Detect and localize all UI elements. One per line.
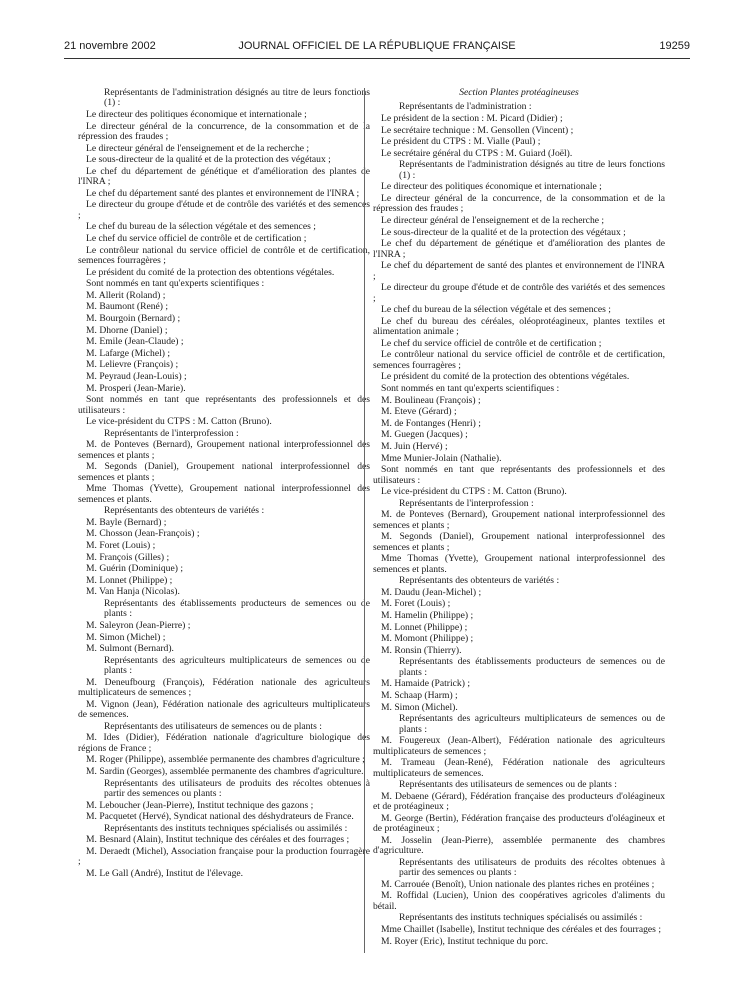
left-paragraph: Représentants des utilisateurs de produits des récoltes obtenues à partir des semences ou plants : (104, 777, 370, 799)
left-paragraph: M. Deraedt (Michel), Association française pour la production fourragère ; (78, 845, 370, 868)
left-paragraph: Sont nommés en tant que représentants des professionnels et des utilisateurs : (78, 394, 370, 416)
left-paragraph: M. Emile (Jean-Claude) ; (86, 336, 184, 348)
left-paragraph: M. Lonnet (Philippe) ; (86, 574, 173, 586)
column-divider (364, 88, 365, 953)
right-paragraph: M. Lonnet (Philippe) ; (381, 621, 468, 633)
right-paragraph: Représentants de l'administration : (399, 101, 532, 113)
left-paragraph: M. Dhorne (Daniel) ; (86, 324, 168, 336)
right-paragraph: M. Momont (Philippe) ; (381, 633, 474, 645)
right-paragraph: Représentants des établissements producteurs de semences ou de plants : (399, 656, 665, 678)
right-paragraph: M. Josselin (Jean-Pierre), assemblée permanente des chambres d'agriculture. (373, 834, 665, 857)
left-paragraph: M. Sardin (Georges), assemblée permanente des chambres d'agriculture. (86, 766, 364, 777)
right-paragraph: Le chef du département de santé des plantes et environnement de l'INRA ; (373, 260, 665, 282)
right-paragraph: M. Royer (Eric), Institut technique du porc. (381, 935, 549, 947)
left-paragraph: M. Leboucher (Jean-Pierre), Institut technique des gazons ; (86, 799, 314, 811)
right-paragraph: Mme Munier-Jolain (Nathalie). (381, 452, 502, 464)
right-paragraph: Le directeur du groupe d'étude et de contrôle des variétés et des semences ; (373, 282, 665, 304)
right-paragraph: M. Fougereux (Jean-Albert), Fédération nationale des agriculteurs multiplicateurs de semences ; (373, 735, 665, 757)
right-paragraph: Représentants des utilisateurs de produits des récoltes obtenues à partir des semences ou plants : (399, 856, 665, 879)
left-paragraph: M. Van Hanja (Nicolas). (86, 586, 180, 598)
left-paragraph: Le vice-président du CTPS : M. Catton (Bruno). (86, 416, 272, 428)
left-paragraph: Représentants des agriculteurs multiplicateurs de semences ou de plants : (104, 654, 370, 677)
right-paragraph: M. de Ponteves (Bernard), Groupement national interprofessionnel des semences et plants ; (373, 509, 665, 531)
right-paragraph: Le secrétaire technique : M. Gensollen (Vincent) ; (381, 124, 574, 136)
header-rule (64, 58, 690, 59)
right-paragraph: M. Guegen (Jacques) ; (381, 429, 468, 441)
left-paragraph: M. Segonds (Daniel), Groupement national interprofessionnel des semences et plants ; (78, 461, 370, 483)
left-paragraph: Sont nommés en tant qu'experts scientifiques : (86, 278, 265, 290)
right-paragraph: Sont nommés en tant que représentants des professionnels et des utilisateurs : (373, 464, 665, 486)
left-paragraph: Le contrôleur national du service officiel de contrôle et de certification, semences fourragères ; (78, 244, 370, 266)
left-paragraph: Le président du comité de la protection des obtentions végétales. (86, 266, 335, 278)
left-paragraph: M. François (Gilles) ; (86, 551, 170, 563)
left-paragraph: M. Bourgoin (Bernard) ; (86, 312, 181, 324)
left-paragraph: M. Ides (Didier), Fédération nationale d'agriculture biologique des régions de France ; (78, 732, 370, 754)
left-paragraph: M. Le Gall (André), Institut de l'élevage. (86, 867, 244, 879)
left-paragraph: M. Bayle (Bernard) ; (86, 516, 167, 528)
right-paragraph: Le chef du département de génétique et d'amélioration des plantes de l'INRA ; (373, 238, 665, 260)
right-paragraph: Le directeur des politiques économique et internationale ; (381, 181, 602, 193)
left-paragraph: Le chef du service officiel de contrôle et de certification ; (86, 232, 307, 244)
right-paragraph: Le président du comité de la protection des obtentions végétales. (381, 371, 630, 383)
right-paragraph: Représentants des agriculteurs multiplicateurs de semences ou de plants : (399, 713, 665, 735)
left-paragraph: M. Besnard (Alain), Institut technique des céréales et des fourrages ; (86, 834, 350, 846)
left-paragraph: Le directeur du groupe d'étude et de contrôle des variétés et des semences ; (78, 199, 370, 221)
left-paragraph: M. Allerit (Roland) ; (86, 289, 166, 301)
right-paragraph: Mme Chaillet (Isabelle), Institut technique des céréales et des fourrages ; (381, 924, 661, 935)
right-column (373, 88, 665, 948)
left-paragraph: M. Simon (Michel) ; (86, 631, 166, 643)
page-header (64, 40, 690, 56)
header-title: JOURNAL OFFICIEL DE LA RÉPUBLIQUE FRANÇAISE (238, 40, 516, 52)
right-paragraph: Sont nommés en tant qu'experts scientifiques : (381, 382, 560, 394)
left-paragraph: M. Prosperi (Jean-Marie). (86, 382, 186, 394)
right-paragraph: Le président du CTPS : M. Vialle (Paul) ; (381, 136, 541, 148)
left-paragraph: M. Vignon (Jean), Fédération nationale des agriculteurs multiplicateurs de semences. (78, 698, 370, 721)
right-paragraph: Le vice-président du CTPS : M. Catton (Bruno). (381, 486, 567, 498)
left-paragraph: M. de Ponteves (Bernard), Groupement national interprofessionnel des semences et plants ; (78, 439, 370, 461)
right-paragraph: M. Boulineau (François) ; (381, 394, 481, 406)
right-paragraph: Mme Thomas (Yvette), Groupement national interprofessionnel des semences et plants. (373, 553, 665, 575)
right-paragraph: Le sous-directeur de la qualité et de la protection des végétaux ; (381, 226, 626, 238)
left-paragraph: Le directeur général de la concurrence, de la consommation et de la répression des fraudes ; (78, 120, 370, 142)
right-paragraph: Le chef du bureau de la sélection végétale et des semences ; (381, 304, 611, 316)
left-paragraph: Mme Thomas (Yvette), Groupement national interprofessionnel des semences et plants. (78, 483, 370, 505)
left-paragraph: M. Saleyron (Jean-Pierre) ; (86, 620, 191, 632)
right-paragraph: M. Hamaide (Patrick) ; (381, 678, 470, 690)
right-paragraph: M. Ronsin (Thierry). (381, 644, 462, 656)
left-paragraph: M. Roger (Philippe), assemblée permanente des chambres d'agriculture ; (86, 754, 365, 766)
right-paragraph: Représentants de l'administration désignés au titre de leurs fonctions (1) : (399, 159, 665, 181)
right-paragraph: M. Schaap (Harm) ; (381, 690, 458, 702)
left-paragraph: M. Deneufbourg (François), Fédération nationale des agriculteurs multiplicateurs de semences ; (78, 676, 370, 699)
left-paragraph: Le directeur général de l'enseignement et de la recherche ; (86, 142, 310, 154)
right-paragraph: Le directeur général de l'enseignement et de la recherche ; (381, 214, 605, 226)
left-paragraph: M. Baumont (René) ; (86, 301, 169, 313)
right-paragraph: Le contrôleur national du service officiel de contrôle et de certification, semences fourragères ; (373, 349, 665, 371)
left-paragraph: Le directeur des politiques économique et internationale ; (86, 109, 307, 120)
right-paragraph: M. Debaene (Gérard), Fédération française des producteurs d'oléagineux et de protéagineux ; (373, 790, 665, 813)
right-paragraph: M. Carrouée (Benoît), Union nationale des plantes riches en protéines ; (381, 878, 655, 890)
right-paragraph: M. Hamelin (Philippe) ; (381, 610, 474, 622)
right-paragraph: Le chef du service officiel de contrôle et de certification ; (381, 337, 602, 349)
left-paragraph: M. Pacquetet (Hervé), Syndicat national des déshydrateurs de France. (86, 811, 354, 823)
right-paragraph: M. Trameau (Jean-René), Fédération nationale des agriculteurs multiplicateurs de semences. (373, 757, 665, 779)
left-paragraph: Le chef du bureau de la sélection végétale et des semences ; (86, 221, 316, 233)
left-paragraph: M. Lafarge (Michel) ; (86, 347, 171, 359)
right-paragraph: M. Foret (Louis) ; (381, 598, 451, 610)
right-paragraph: Le chef du bureau des céréales, oléoprotéagineux, plantes textiles et alimentation animale ; (373, 315, 665, 338)
left-paragraph: M. Chosson (Jean-François) ; (86, 528, 200, 540)
left-paragraph: Le chef du département de génétique et d'amélioration des plantes de l'INRA ; (78, 165, 370, 188)
right-paragraph: Représentants des obtenteurs de variétés : (399, 575, 560, 587)
right-paragraph: Le directeur général de la concurrence, de la consommation et de la répression des fraudes ; (373, 192, 665, 215)
right-paragraph: Le président de la section : M. Picard (Didier) ; (381, 113, 563, 124)
right-paragraph: Représentants des instituts techniques spécialisés ou assimilés : (399, 912, 643, 924)
left-paragraph: Représentants des utilisateurs de semences ou de plants : (104, 720, 322, 732)
left-paragraph: M. Lelievre (François) ; (86, 359, 179, 371)
left-paragraph: Représentants des établissements producteurs de semences ou de plants : (104, 598, 370, 620)
right-paragraph: Représentants de l'interprofession : (399, 497, 534, 509)
right-paragraph: Le secrétaire général du CTPS : M. Guiard (Joël). (381, 147, 573, 159)
right-paragraph: Section Plantes protéagineuses (459, 87, 579, 98)
right-paragraph: M. Segonds (Daniel), Groupement national interprofessionnel des semences et plants ; (373, 531, 665, 553)
right-paragraph: M. Simon (Michel). (381, 701, 458, 713)
left-paragraph: M. Foret (Louis) ; (86, 540, 156, 552)
right-paragraph: M. Daudu (Jean-Michel) ; (381, 586, 482, 598)
left-paragraph: Représentants de l'administration désignés au titre de leurs fonctions (1) : (104, 87, 370, 109)
left-paragraph: Représentants des obtenteurs de variétés : (104, 505, 265, 517)
left-paragraph: Le chef du département santé des plantes et environnement de l'INRA ; (86, 187, 360, 199)
right-paragraph: M. George (Bertin), Fédération française des producteurs d'oléagineux et de protéagineux ; (373, 812, 665, 835)
left-paragraph: M. Sulmont (Bernard). (86, 643, 174, 655)
header-page-number: 19259 (659, 40, 690, 52)
header-date: 21 novembre 2002 (64, 40, 156, 52)
right-paragraph: M. Juin (Hervé) ; (381, 440, 448, 452)
left-column (78, 88, 370, 881)
left-paragraph: Le sous-directeur de la qualité et de la protection des végétaux ; (86, 154, 331, 166)
right-paragraph: Représentants des utilisateurs de semences ou de plants : (399, 779, 617, 791)
right-paragraph: M. Roffidal (Lucien), Union des coopératives agricoles d'aliments du bétail. (373, 890, 665, 912)
left-paragraph: Représentants de l'interprofession : (104, 427, 239, 439)
left-paragraph: M. Peyraud (Jean-Louis) ; (86, 370, 187, 382)
left-paragraph: Représentants des instituts techniques spécialisés ou assimilés : (104, 822, 348, 834)
right-paragraph: M. de Fontanges (Henri) ; (381, 417, 481, 429)
left-paragraph: M. Guérin (Dominique) ; (86, 563, 183, 575)
right-paragraph: M. Eteve (Gérard) ; (381, 406, 457, 418)
